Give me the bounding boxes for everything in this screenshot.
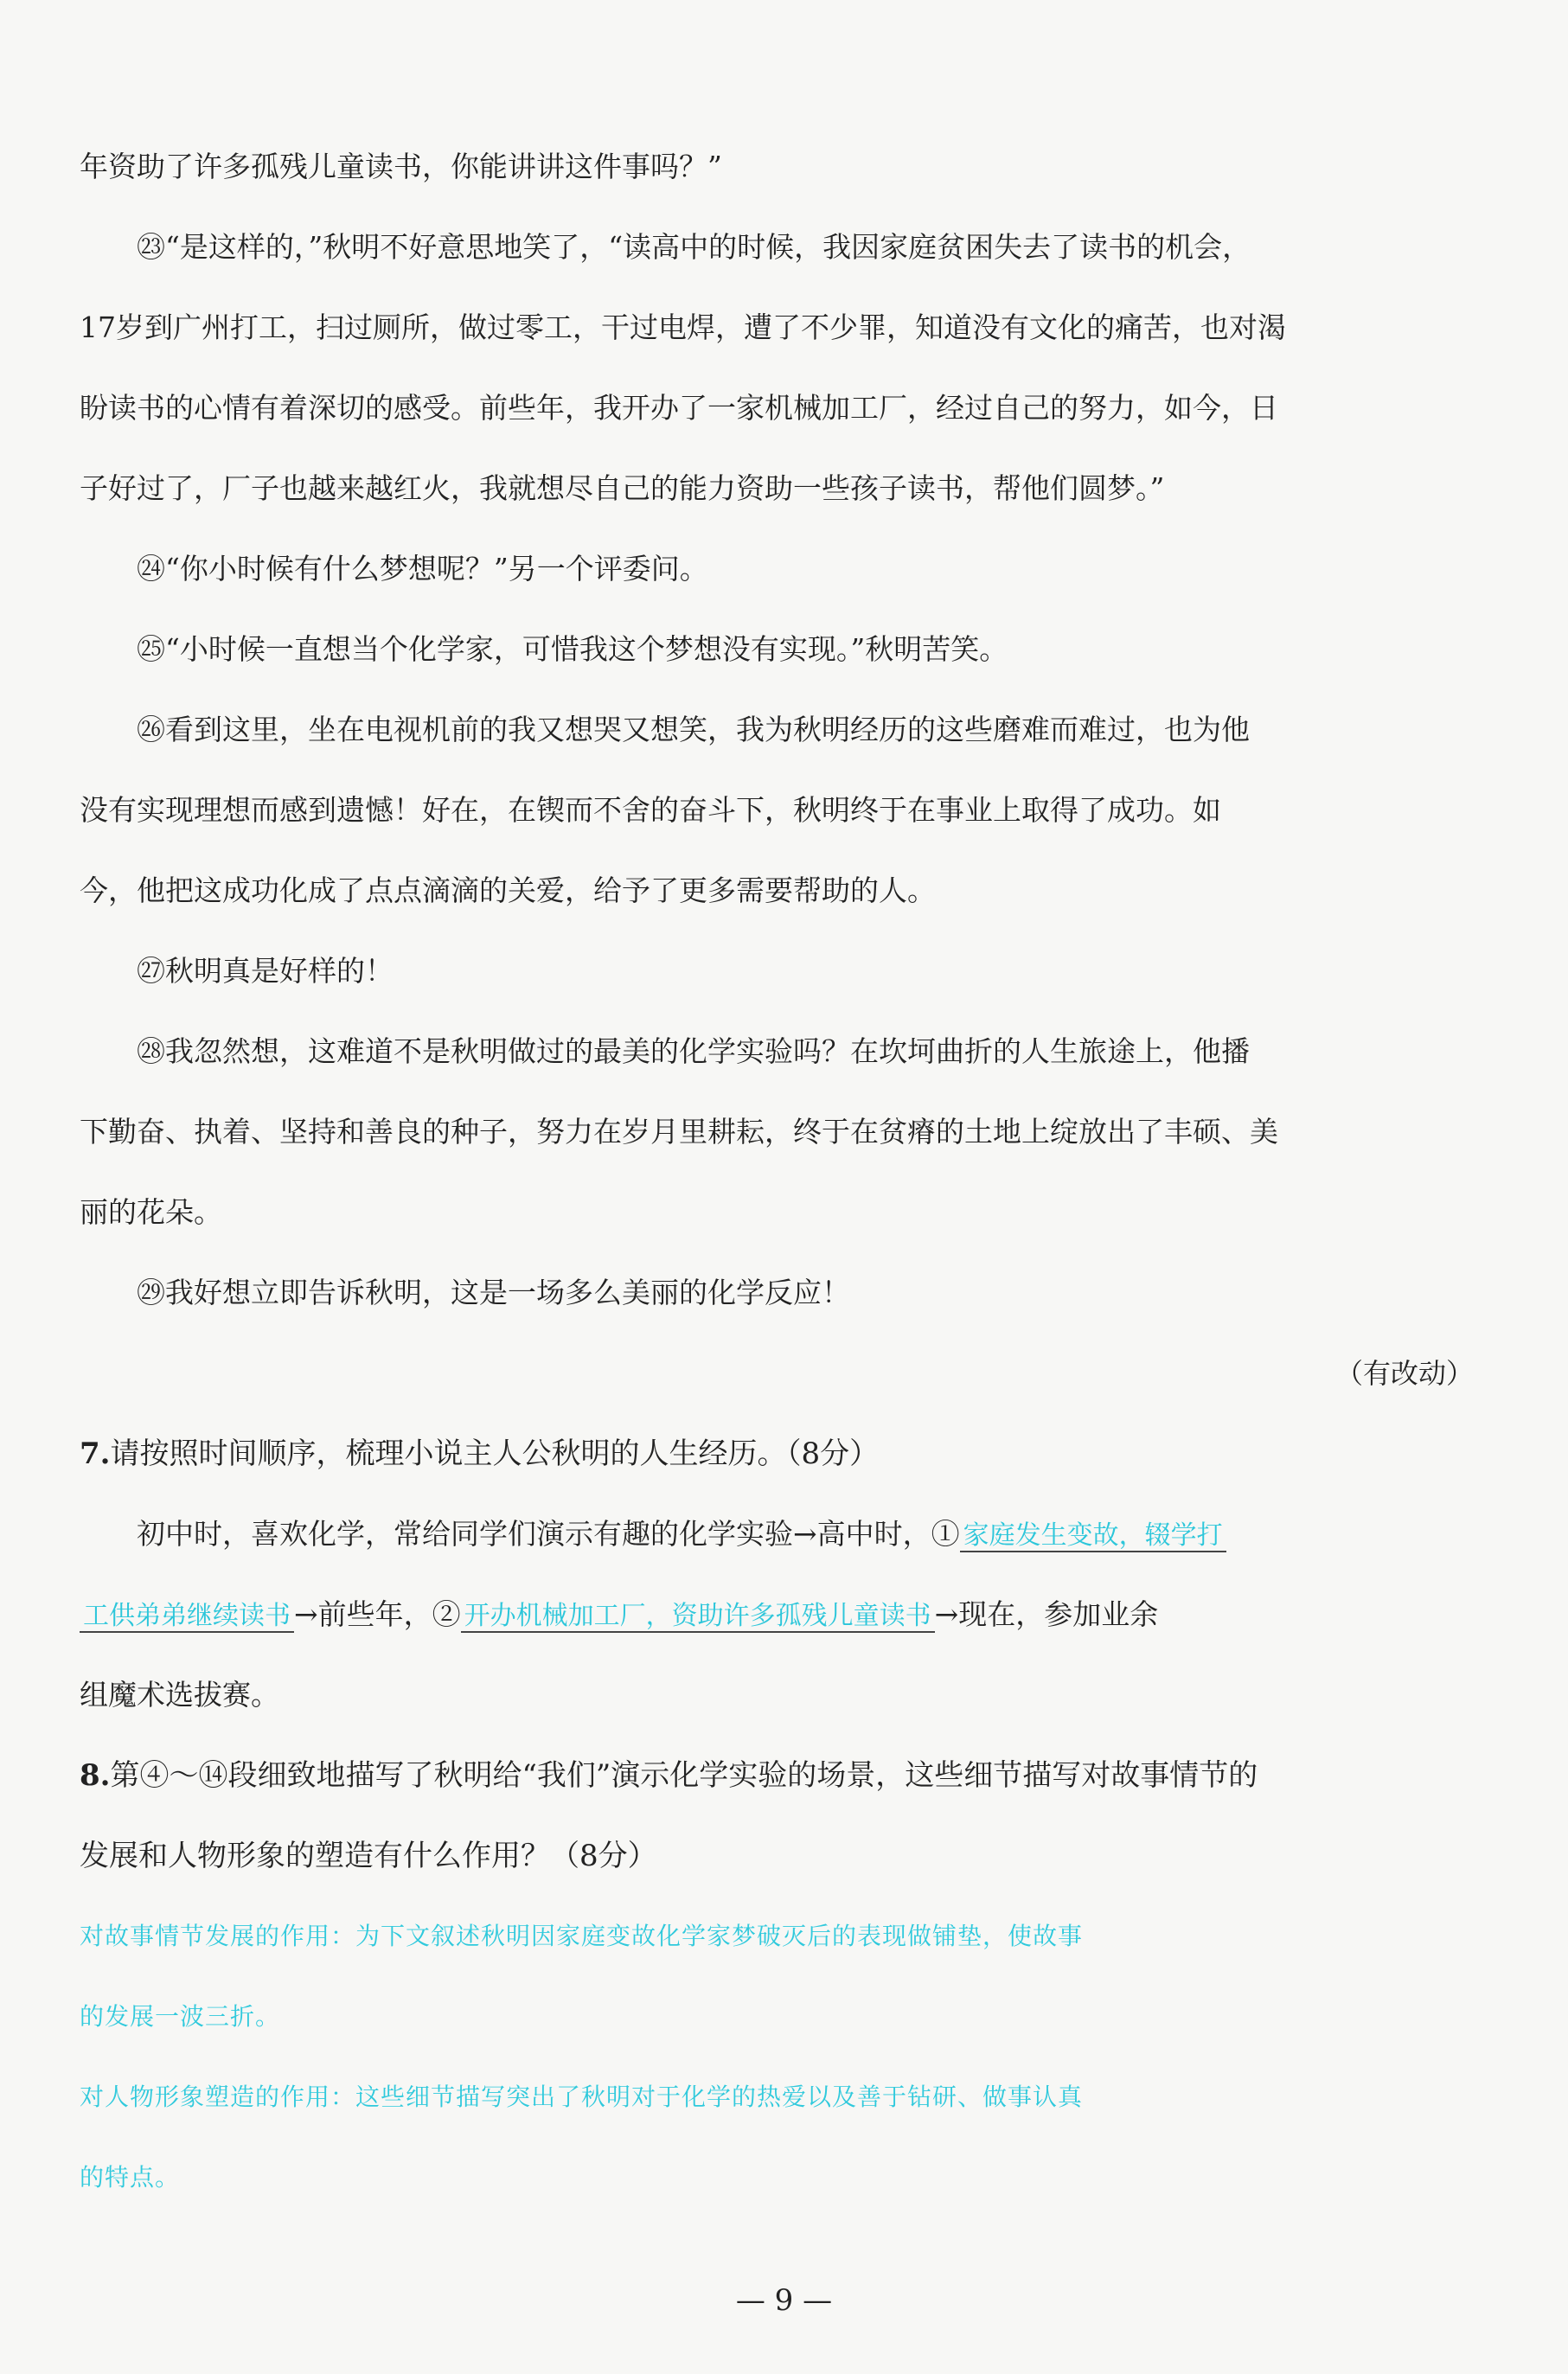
q7-answer-1-handwritten: 家庭发生变故，辍学打: [960, 1520, 1226, 1552]
paragraph-line-p23: 17岁到广州打工，扫过厕所，做过零工，干过电焊，遭了不少罪，知道没有文化的痛苦，也对渴: [80, 310, 1286, 344]
question-8-number: 8.: [80, 1758, 111, 1793]
paragraph-line-p27: ㉗秋明真是好样的！: [137, 954, 394, 988]
q8-handwritten-answer-line: 的发展一波三折。: [80, 2002, 281, 2031]
source-note: （有改动）: [1334, 1357, 1474, 1390]
paragraph-line-p23: 盼读书的心情有着深切的感受。前些年，我开办了一家机械加工厂，经过自己的努力，如今，日: [80, 391, 1278, 425]
question-7-answer-line-3: 组魔术选拔赛。: [80, 1678, 279, 1712]
question-8-prompt: [80, 1745, 1481, 1826]
question-7-answer-line-1: [80, 1504, 1481, 1584]
paragraph-line-p23: 子好过了，厂子也越来越红火，我就想尽自己的能力资助一些孩子读书，帮他们圆梦。”: [80, 471, 1165, 505]
paragraph-line-p28: 下勤奋、执着、坚持和善良的种子，努力在岁月里耕耘，终于在贫瘠的土地上绽放出了丰硕、美: [80, 1115, 1278, 1149]
paragraph-line-p28: 丽的花朵。: [80, 1195, 222, 1229]
paragraph-line-p26: ㉖看到这里，坐在电视机前的我又想哭又想笑，我为秋明经历的这些磨难而难过，也为他: [137, 713, 1250, 746]
q7-answer-2-handwritten: 开办机械加工厂，资助许多孤残儿童读书: [461, 1601, 935, 1633]
paragraph-line-p26: 没有实现理想而感到遗憾！好在，在锲而不舍的奋斗下，秋明终于在事业上取得了成功。如: [80, 793, 1221, 827]
paragraph-line-p24: ㉔“你小时候有什么梦想呢？”另一个评委问。: [137, 552, 708, 586]
paragraph-line-p29: ㉙我好想立即告诉秋明，这是一场多么美丽的化学反应！: [137, 1276, 850, 1309]
question-8-prompt-line-2: 发展和人物形象的塑造有什么作用？（8分）: [80, 1839, 657, 1873]
question-7-text: 请按照时间顺序，梳理小说主人公秋明的人生经历。（8分）: [110, 1437, 880, 1471]
q7-line1-prefix: 初中时，喜欢化学，常给同学们演示有趣的化学实验→高中时，①: [137, 1517, 960, 1551]
question-7-answer-line-2: [80, 1584, 1481, 1665]
page-number: — 9 —: [735, 2283, 833, 2318]
article-body: [80, 137, 1481, 2228]
q8-handwritten-answer-line: 的特点。: [80, 2163, 181, 2192]
paragraph-line-p22-end: 年资助了许多孤残儿童读书，你能讲讲这件事吗？”: [80, 150, 722, 183]
q7-line2-suffix: →现在，参加业余: [934, 1597, 1159, 1631]
paragraph-line-p26: 今，他把这成功化成了点点滴滴的关爱，给予了更多需要帮助的人。: [80, 873, 936, 907]
q8-handwritten-answer-line: 对人物形象塑造的作用：这些细节描写突出了秋明对于化学的热爱以及善于钻研、做事认真: [80, 2083, 1084, 2111]
question-7-number: 7.: [80, 1437, 111, 1471]
q7-answer-1-handwritten-cont: 工供弟弟继续读书: [80, 1601, 294, 1633]
q7-line2-mid: →前些年，②: [294, 1597, 461, 1631]
paragraph-line-p23: ㉓“是这样的，”秋明不好意思地笑了，“读高中的时候，我因家庭贫困失去了读书的机会，: [137, 230, 1251, 264]
paragraph-line-p25: ㉕“小时候一直想当个化学家，可惜我这个梦想没有实现。”秋明苦笑。: [137, 632, 1008, 666]
paragraph-line-p28: ㉘我忽然想，这难道不是秋明做过的最美的化学实验吗？在坎坷曲折的人生旅途上，他播: [137, 1034, 1250, 1068]
q8-handwritten-answer-line: 对故事情节发展的作用：为下文叙述秋明因家庭变故化学家梦破灭后的表现做铺垫，使故事: [80, 1922, 1084, 1950]
question-8-text-1: 第④～⑭段细致地描写了秋明给“我们”演示化学实验的场景，这些细节描写对故事情节的: [110, 1758, 1258, 1793]
question-7-prompt: [80, 1424, 1481, 1504]
